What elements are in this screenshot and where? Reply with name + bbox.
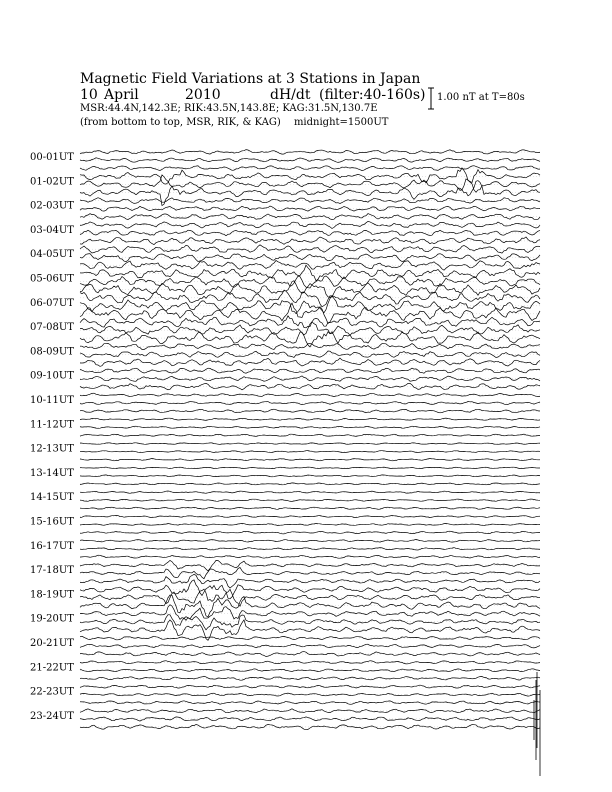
station-trace-rik [80, 426, 540, 428]
station-trace-kag [80, 661, 540, 664]
hour-label: 20-21UT [30, 638, 74, 649]
station-trace-rik [80, 475, 540, 477]
station-coordinates: MSR:44.4N,142.3E; RIK:43.5N,143.8E; KAG:31.5N,130.7E [80, 103, 378, 114]
hour-label: 10-11UT [30, 395, 74, 406]
station-trace-msr [80, 574, 540, 588]
hour-label: 17-18UT [30, 565, 74, 577]
station-trace-rik [80, 451, 540, 453]
station-trace-rik [80, 175, 540, 192]
station-trace-rik [80, 499, 540, 501]
station-trace-kag [80, 636, 540, 640]
station-trace-kag [80, 316, 540, 328]
hour-label: 12-13UT [30, 443, 74, 455]
hour-label: 23-24UT [30, 710, 74, 722]
date-month: April [104, 87, 139, 103]
station-trace-rik [80, 644, 540, 648]
hour-label: 09-10UT [30, 370, 74, 382]
hour-label: 08-09UT [30, 346, 74, 358]
station-trace-kag [80, 245, 540, 253]
midnight-note: midnight=1500UT [293, 117, 389, 128]
station-trace-msr [80, 332, 540, 347]
hour-label: 01-02UT [30, 176, 74, 188]
hour-label: 06-07UT [30, 297, 74, 309]
hour-label: 07-08UT [30, 322, 74, 334]
quantity-label: dH/dt [270, 87, 311, 103]
hour-label: 14-15UT [30, 492, 74, 504]
station-trace-rik [80, 589, 540, 606]
station-trace-msr [80, 281, 540, 298]
station-trace-rik [80, 254, 540, 262]
station-trace-kag [80, 491, 540, 493]
order-note: (from bottom to top, MSR, RIK, & KAG) [80, 117, 281, 128]
hour-label: 15-16UT [30, 516, 74, 528]
station-trace-msr [80, 725, 540, 730]
hour-label: 03-04UT [30, 224, 74, 236]
hour-label: 05-06UT [30, 273, 74, 285]
filter-label: (filter:40-160s) [319, 87, 426, 103]
scale-bar-icon [428, 88, 434, 109]
station-trace-kag [80, 443, 540, 445]
hour-label: 02-03UT [30, 200, 74, 212]
station-trace-msr [80, 409, 540, 413]
hour-label: 21-22UT [30, 662, 74, 674]
station-trace-kag [80, 560, 540, 571]
station-trace-kag [80, 290, 540, 307]
hour-label: 16-17UT [30, 540, 74, 552]
hour-label: 18-19UT [30, 589, 74, 601]
scale-label: 1.00 nT at T=80s [437, 92, 525, 103]
hour-label: 11-12UT [30, 419, 74, 431]
station-trace-msr [80, 237, 540, 245]
hour-label: 13-14UT [30, 467, 74, 479]
hour-label: 04-05UT [30, 249, 74, 261]
chart-title: Magnetic Field Variations at 3 Stations in Japan [80, 71, 421, 87]
station-trace-msr [80, 531, 540, 534]
station-trace-kag [80, 418, 540, 420]
hour-label: 19-20UT [30, 613, 74, 625]
station-trace-rik [80, 615, 540, 630]
date-year: 2010 [185, 87, 221, 103]
station-trace-rik [80, 296, 540, 314]
station-trace-rik [80, 276, 540, 288]
station-trace-kag [80, 467, 540, 469]
station-trace-msr [80, 434, 540, 436]
hour-label: 22-23UT [30, 686, 74, 698]
station-trace-rik [80, 158, 540, 163]
station-trace-msr [80, 555, 540, 558]
station-trace-kag [80, 168, 540, 184]
spike-trace [534, 672, 540, 776]
hour-label: 00-01UT [30, 152, 74, 163]
date-day: 10 [80, 87, 98, 103]
station-trace-msr [80, 358, 540, 366]
station-trace-kag [80, 539, 540, 542]
station-trace-rik [80, 402, 540, 405]
